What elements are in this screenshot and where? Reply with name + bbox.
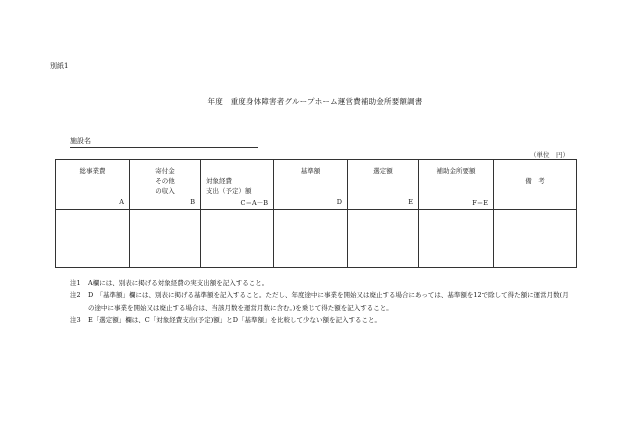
- header-letter: F＝E: [472, 199, 488, 207]
- header-selected-amount: [348, 160, 419, 210]
- header-label: 基準額: [300, 167, 321, 175]
- note-item: [70, 289, 575, 314]
- header-label: 補助金所要額: [436, 167, 476, 175]
- note-item: [70, 277, 575, 289]
- header-letter: D: [336, 198, 342, 206]
- cell-subsidy-required[interactable]: [419, 210, 494, 268]
- header-subsidy-required: [419, 160, 494, 210]
- note-number: 注3: [70, 315, 81, 324]
- note-text: A欄には、別表に掲げる対象経費の実支出額を記入すること。: [88, 279, 269, 287]
- header-donations: [130, 160, 201, 210]
- header-label: 支出（予定）額: [206, 187, 252, 195]
- cell-eligible-expense[interactable]: [201, 210, 274, 268]
- header-label: 対象経費: [206, 177, 232, 185]
- note-text: E「選定額」欄は、C「対象経費支出(予定)額」とD「基準額」を比較して少ない額を記入すること。: [88, 315, 382, 324]
- cell-standard-amount[interactable]: [274, 210, 348, 268]
- header-label: 備 考: [525, 177, 545, 185]
- header-remarks: [494, 160, 577, 210]
- header-label: 選定額: [373, 167, 393, 175]
- document-title: 年度 重度身体障害者グループホーム運営費補助金所要額調書: [207, 97, 423, 106]
- budget-table: [55, 159, 577, 268]
- facility-name-field: 施設名: [70, 136, 258, 148]
- attachment-label: 別紙1: [50, 62, 69, 70]
- header-letter: B: [190, 198, 195, 206]
- note-number: 注1: [70, 279, 81, 287]
- cell-remarks[interactable]: [494, 210, 577, 268]
- header-letter: C＝A－B: [240, 199, 268, 207]
- header-label: 総事業費: [79, 167, 106, 175]
- header-row: [56, 160, 577, 210]
- notes-section: [70, 277, 575, 326]
- cell-donations[interactable]: [130, 210, 201, 268]
- unit-label: （単位 円）: [530, 151, 569, 159]
- note-text: D 「基準額」欄には、別表に掲げる基準額を記入すること。ただし、年度途中に事業を開始又は廃止する場合にあっては、基準額を12で除して得た額に運営月数(月の途中に事業を開始又は廃止する場合は、当該月数を運営月数に含む。)を乗じて得た額を記入すること。: [88, 291, 569, 312]
- cell-selected-amount[interactable]: [348, 210, 419, 268]
- header-standard-amount: [274, 160, 348, 210]
- note-item: [70, 314, 575, 326]
- header-label: の収入: [155, 187, 175, 195]
- note-number: 注2: [70, 291, 81, 300]
- cell-total-cost[interactable]: [56, 210, 130, 268]
- header-total-cost: [56, 160, 130, 210]
- header-label: 寄付金: [155, 167, 175, 175]
- header-letter: E: [408, 198, 413, 206]
- header-eligible-expense: [201, 160, 274, 210]
- header-letter: A: [119, 198, 124, 206]
- data-row: [56, 210, 577, 268]
- header-label: その他: [155, 177, 175, 185]
